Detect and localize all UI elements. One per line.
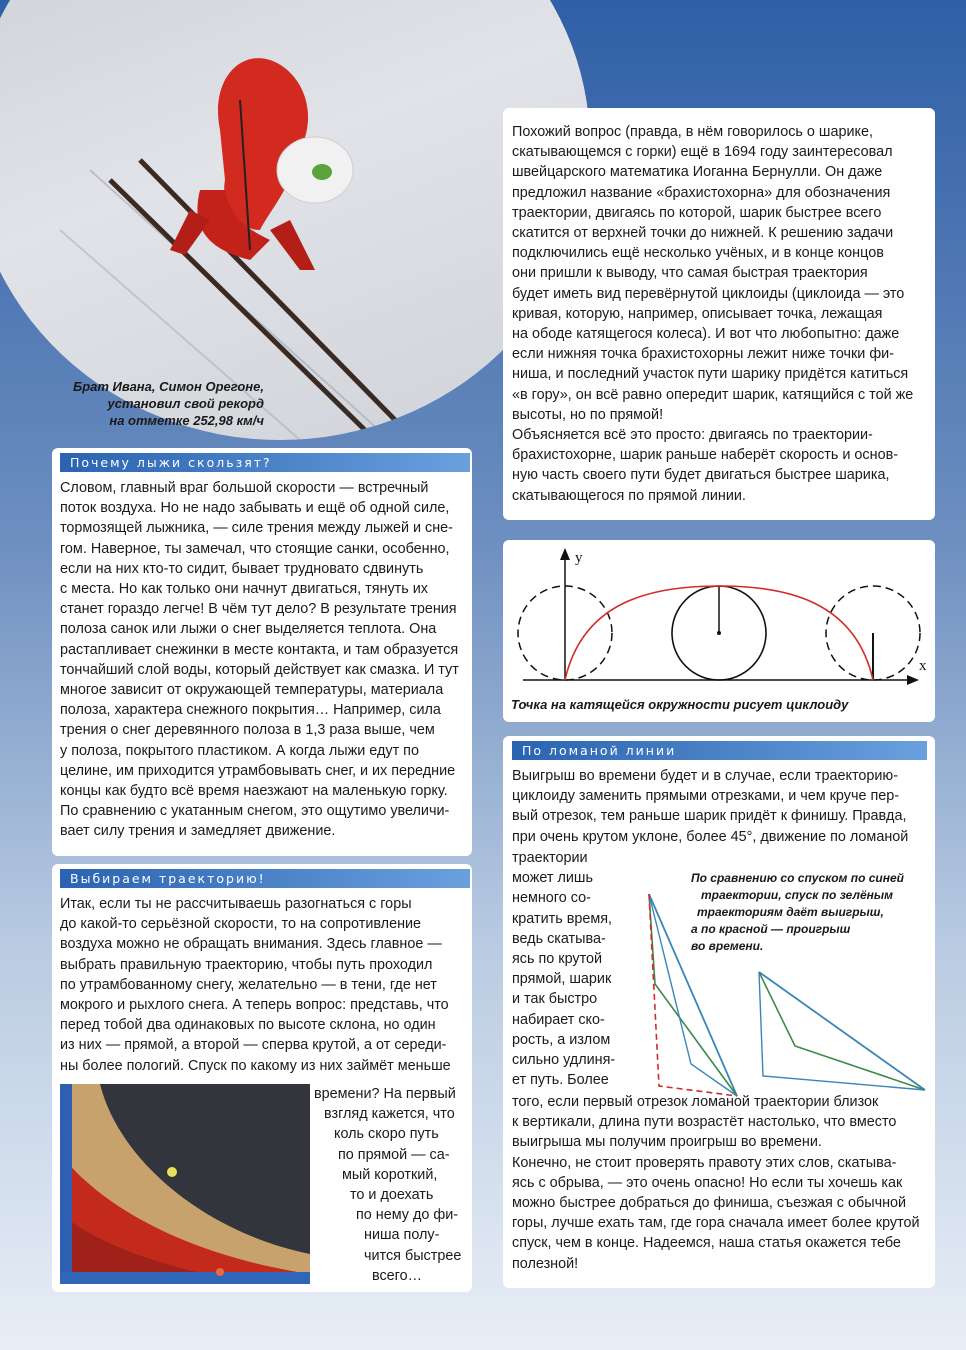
y-axis-label: y [575, 550, 583, 566]
text-line: предложил название «брахистохорна» для обозначения [512, 184, 891, 201]
text-line: на ободе катящегося колеса). И вот что любопытно: даже [512, 326, 900, 343]
text-line: полезной! [512, 1255, 579, 1272]
ramp-wrap-text [314, 1084, 470, 1286]
choose-body [52, 894, 472, 1076]
text-line: по утрамбованному снегу, желательно — в тени, где нет [60, 976, 437, 993]
text-line: того, если первый отрезок ломаной траектории близок [512, 1094, 879, 1110]
text-line: то и доехать [350, 1187, 434, 1204]
text-line: циклоиду заменить прямыми отрезками, и чем круче пер- [512, 788, 900, 805]
text-line: с места. Но как только они начнут двигаться, тянуть их [60, 581, 428, 598]
text-line: станет гораздо легче! В чём тут дело? В результате трения [60, 601, 457, 618]
text-line: по нему до фи- [356, 1207, 459, 1224]
ramp-illustration [60, 1084, 310, 1284]
text-line: По сравнению с укатанным снегом, это ощутимо увеличи- [60, 803, 450, 820]
text-line: Похожий вопрос (правда, в нём говорилось о шарике, [512, 124, 873, 140]
text-line: прямой, шарик [512, 971, 612, 988]
text-line: брахистохорне, шарик раньше наберёт скорость и основ- [512, 447, 899, 464]
cycloid-panel [503, 540, 935, 722]
text-line: выбрать правильную траекторию, чтобы путь проходил [60, 956, 433, 973]
section-header-why: Почему лыжи скользят? [60, 453, 470, 472]
text-line: скатывающегося по прямой линии. [512, 487, 746, 504]
blue-trajectory-right [759, 972, 925, 1090]
text-line: рость, а излом [512, 1031, 611, 1048]
text-line: будет иметь вид перевёрнутой циклоиды (циклоида — это [512, 285, 905, 302]
text-line: «в гору», он всё равно опередит шарик, катящийся с той же [512, 386, 914, 403]
why-skis-slide-panel [52, 448, 472, 856]
text-line: вый отрезок, тем раньше шарик придёт к финишу. Правда, [512, 808, 907, 825]
caption-line: траектории, спуск по зелёным [701, 888, 893, 902]
text-line: поток воздуха. Но не надо забывать и ещё об одной силе, [60, 500, 450, 517]
text-line: и так быстро [512, 991, 598, 1008]
text-line: тормозящей лыжника, — силе трения между лыжей и сне- [60, 520, 453, 537]
text-line: кратить время, [512, 910, 613, 927]
section-header-choose: Выбираем траекторию! [60, 869, 470, 888]
text-line: растапливает снежинки в месте контакта, и там образуется [60, 641, 459, 658]
caption-line: во времени. [691, 939, 764, 953]
text-line: ниша, и последний участок пути шарику придётся катиться [512, 366, 909, 383]
text-line: высоты, но по прямой! [512, 406, 664, 423]
history-body [503, 108, 935, 506]
skier-illustration [0, 0, 590, 440]
text-line: по прямой — са- [338, 1146, 450, 1163]
skier-photo [0, 0, 590, 440]
text-line: горы, лучше ехать там, где гора сначала имеет более крутой [512, 1215, 920, 1232]
text-line: ны более пологий. Спуск по какому из них займёт меньше [60, 1057, 451, 1074]
text-line: кривая, которую, например, описывает точка, лежащая [512, 305, 883, 322]
broken-narrow-text [512, 848, 632, 1090]
text-line: трения о снег деревянного полоза в 1,3 раза выше, чем [60, 722, 435, 739]
circle-center [717, 631, 721, 635]
cycloid-caption: Точка на катящейся окружности рисует циклоиду [511, 697, 849, 712]
text-line: полоза санок или лыжи о снег выделяется теплота. Она [60, 621, 437, 638]
broken-top-text [503, 766, 935, 847]
ramp-photo [60, 1084, 310, 1284]
text-line: может лишь [512, 870, 593, 887]
text-line: многое зависит от окружающей температуры, материала [60, 682, 444, 699]
text-line: скатывающемся с горки) ещё в 1694 году заинтересовал [512, 144, 893, 161]
caption-line: установил свой рекорд [107, 396, 264, 411]
text-line: ясь по крутой [512, 951, 603, 968]
text-line: они пришли к выводу, что самая быстрая траектория [512, 265, 868, 282]
text-line: Объясняется всё это просто: двигаясь по траектории- [512, 427, 873, 444]
broken-bottom-text [512, 1092, 932, 1274]
caption-line: а по красной — проигрыш [691, 922, 851, 936]
text-line: воздуха можно не обращать внимания. Здесь главное — [60, 936, 442, 953]
caption-line: на отметке 252,98 км/ч [109, 413, 264, 428]
y-axis-arrow [560, 548, 570, 560]
text-line: если нижняя точка брахистохорны лежит ниже точки фи- [512, 346, 895, 363]
why-body [52, 478, 472, 842]
text-line: мокрого и рыхлого снега. А теперь вопрос: представь, что [60, 997, 449, 1014]
text-line: времени? На первый [314, 1086, 456, 1102]
caption-line: По сравнению со спуском по синей [691, 871, 904, 885]
text-line: Конечно, не стоит проверять правоту этих слов, скатыва- [512, 1154, 897, 1171]
text-line: если на них кто-то сидит, бывает трудновато сдвинуть [60, 560, 424, 577]
text-line: спуск, чем в конце. Надеемся, наша статья окажется тебе [512, 1235, 901, 1252]
text-line: ведь скатыва- [512, 930, 606, 947]
text-line: мый короткий, [342, 1166, 438, 1183]
text-line: траектории, двигаясь по которой, шарик быстрее всего [512, 204, 882, 221]
text-line: ниша полу- [364, 1227, 440, 1244]
text-line: подключились ещё несколько учёных, и в конце концов [512, 245, 884, 262]
text-line: можно быстрее добраться до финиша, съезжая с обычной [512, 1195, 907, 1212]
text-line: ет путь. Более [512, 1072, 609, 1089]
text-line: чится быстрее [364, 1247, 462, 1264]
text-line: к вертикали, длина пути возрастёт настолько, что вместо [512, 1114, 897, 1131]
text-line: всего… [372, 1267, 423, 1284]
text-line: Выигрыш во времени будет и в случае, если траекторию- [512, 768, 899, 784]
text-line: швейцарского математика Иоганна Бернулли. Он даже [512, 164, 883, 181]
caption-line: траекториям даёт выигрыш, [697, 905, 884, 919]
text-line: взгляд кажется, что [324, 1106, 455, 1123]
choose-trajectory-panel [52, 864, 472, 1292]
text-line: полоза, характера снежного покрытия… Например, сила [60, 702, 441, 719]
text-line: до какой-то серьёзной скорости, то на сопротивление [60, 916, 422, 933]
text-line: ную часть своего пути будет двигаться быстрее шарика, [512, 467, 890, 484]
text-line: Словом, главный враг большой скорости — встречный [60, 480, 429, 496]
text-line: немного со- [512, 890, 591, 907]
text-line: ясь с обрыва, — это очень опасно! Но если ты хочешь как [512, 1174, 903, 1191]
text-line: Итак, если ты не рассчитываешь разогнаться с горы [60, 896, 412, 912]
cycloid-diagram [503, 540, 935, 695]
text-line: траектории [512, 850, 588, 866]
text-line: коль скоро путь [334, 1126, 439, 1143]
text-line: скатится от верхней точки до нижней. К решению задачи [512, 225, 894, 242]
trajectory-caption [691, 870, 919, 955]
text-line: у полоза, покрытого пластиком. А когда лыжи едут по [60, 742, 419, 759]
photo-caption [60, 378, 264, 429]
text-line: выигрыша мы получим проигрыш во времени. [512, 1134, 822, 1151]
text-line: целине, им приходится утрамбовывать снег, и их передние [60, 762, 456, 779]
text-line: сильно удлиня- [512, 1052, 616, 1069]
caption-line: Брат Ивана, Симон Орегоне, [73, 379, 264, 394]
section-header-broken: По ломаной линии [512, 741, 927, 760]
text-line: гом. Наверное, ты замечал, что стоящие санки, особенно, [60, 540, 450, 557]
broken-line-panel [503, 736, 935, 1288]
text-line: при очень крутом уклоне, более 45°, движение по ломаной [512, 828, 909, 845]
x-axis-label: x [919, 658, 927, 674]
text-line: перед тобой два одинаковых по высоте склона, но один [60, 1017, 436, 1034]
text-line: набирает ско- [512, 1011, 605, 1028]
x-axis-arrow [907, 675, 919, 685]
history-panel [503, 108, 935, 520]
text-line: тончайший слой воды, который действует как смазка. И тут [60, 661, 459, 678]
text-line: из них — прямой, а второй — сперва крутой, а от середи- [60, 1037, 447, 1054]
text-line: концы как будто всё время наезжают на маленькую горку. [60, 783, 448, 800]
text-line: вает силу трения и замедляет движение. [60, 823, 336, 840]
